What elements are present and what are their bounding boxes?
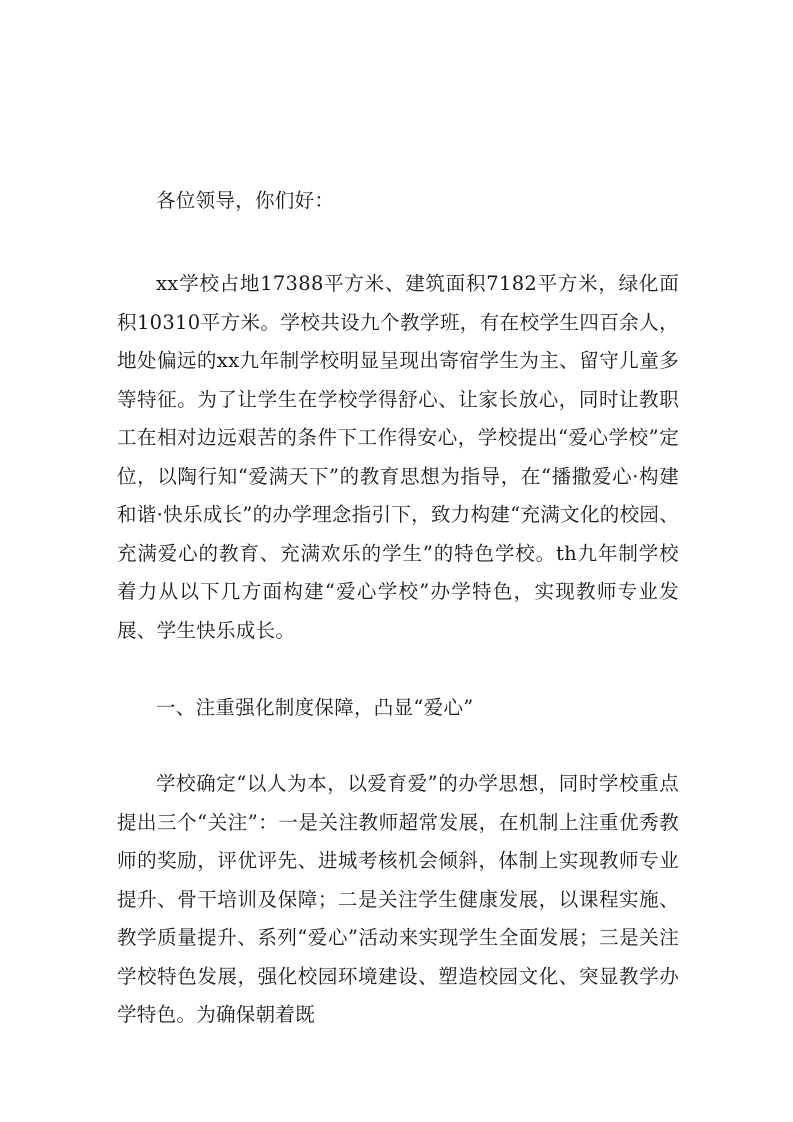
intro-paragraph: xx学校占地17388平方米、建筑面积7182平方米，绿化面积10310平方米。学校共设九个教学班，有在校学生四百余人，地处偏远的xx九年制学校明显呈现出寄宿学生为主、留守儿童多等特征。为了让学生在学校学得舒心、让家长放心，同时让教职工在相对边远艰苦的条件下工作得安心，学校提出“爱心学校”定位，以陶行知“爱满天下”的教育思想为指导，在“播撒爱心·构建和谐·快乐成长”的办学理念指引下，致力构建“充满文化的校园、充满爱心的教育、充满欢乐的学生”的特色学校。th九年制学校着力从以下几方面构建“爱心学校”办学特色，实现教师专业发展、学生快乐成长。 (117, 272, 679, 642)
section-paragraph: 学校确定“以人为本，以爱育爱”的办学思想，同时学校重点提出三个“关注”：一是关注教师超常发展，在机制上注重优秀教师的奖励，评优评先、进城考核机会倾斜，体制上实现教师专业提升、骨干培训及保障；二是关注学生健康发展，以课程实施、教学质量提升、系列“爱心”活动来实现学生全面发展；三是关注学校特色发展，强化校园环境建设、塑造校园文化、突显教学办学特色。为确保朝着既 (117, 772, 679, 1026)
greeting: 各位领导，你们好： (156, 189, 335, 212)
section-heading: 一、注重强化制度保障，凸显“爱心” (156, 696, 474, 719)
